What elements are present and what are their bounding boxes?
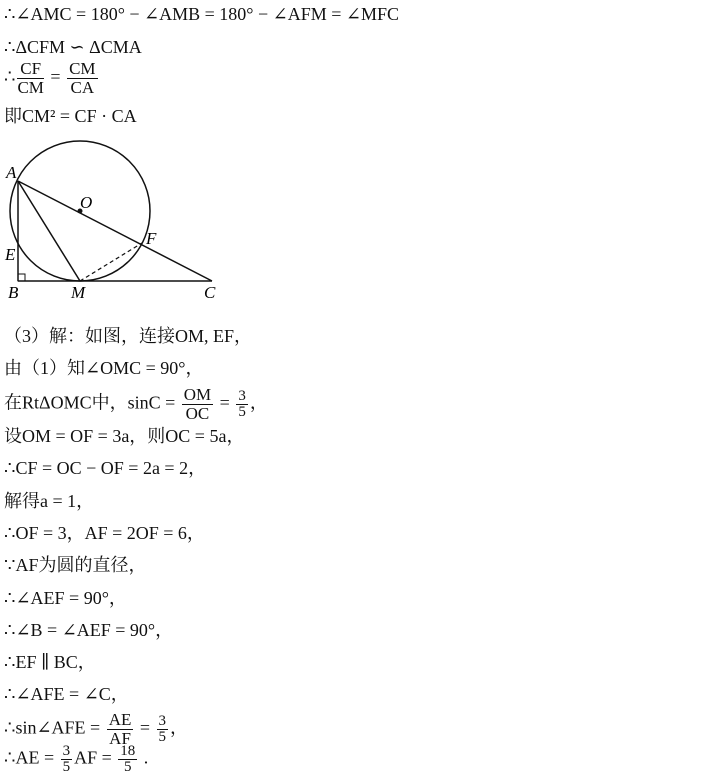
line-10: 解得a = 1， [4, 491, 95, 511]
line-14: ∴∠B = ∠AEF = 90°， [4, 620, 174, 640]
label-f: F [146, 229, 157, 248]
line-17-prefix: ∴sin∠AFE = [4, 717, 101, 738]
line-3-prefix: ∴ [4, 66, 16, 87]
fraction-3-5 [61, 744, 73, 775]
equals-sign: = [50, 66, 61, 87]
line-7-suffix: ， [249, 392, 268, 413]
fraction-numerator: 3 [238, 388, 246, 404]
fraction-3-5 [157, 714, 169, 745]
fraction-numerator: OM [183, 385, 212, 404]
segment-mf-dashed [80, 243, 142, 281]
line-18-prefix: ∴AE = [4, 747, 55, 768]
label-e: E [5, 245, 16, 264]
line-8: 设OM = OF = 3a，则OC = 5a， [4, 426, 245, 446]
line-12: ∵AF为圆的直径， [4, 555, 147, 575]
line-18-mid: AF = [74, 747, 112, 768]
fraction-denominator: 5 [238, 404, 246, 420]
line-4: 即CM² = CF · CA [4, 106, 137, 126]
fraction-numerator: 3 [62, 743, 71, 759]
label-o: O [80, 193, 93, 212]
line-7 [4, 386, 268, 423]
line-16: ∴∠AFE = ∠C， [4, 684, 129, 704]
line-7-prefix: 在RtΔOMC中，sinC = [4, 392, 176, 413]
line-15: ∴EF ∥ BC， [4, 652, 96, 672]
equals-sign: = [219, 392, 230, 413]
fraction-18-5 [118, 744, 137, 775]
fraction-cm-ca [67, 60, 97, 97]
fraction-denominator: 5 [158, 729, 167, 745]
label-a: A [6, 163, 17, 182]
fraction-denominator: CM [17, 78, 44, 97]
fraction-numerator: CM [69, 59, 96, 78]
line-17-suffix: ， [170, 717, 189, 738]
label-m: M [71, 283, 86, 302]
line-5: （3）解：如图，连接OM, EF， [4, 326, 253, 346]
line-9: ∴CF = OC − OF = 2a = 2， [4, 458, 207, 478]
line-6: 由（1）知∠OMC = 90°， [4, 358, 204, 378]
geometry-figure [0, 138, 230, 308]
fraction-denominator: AF [109, 729, 131, 748]
fraction-denominator: OC [185, 404, 210, 423]
fraction-denominator: 5 [62, 759, 71, 775]
label-b: B [8, 283, 19, 302]
label-c: C [204, 283, 216, 302]
line-13: ∴∠AEF = 90°， [4, 588, 127, 608]
segment-ac [18, 181, 212, 281]
segment-am [18, 181, 80, 281]
fraction-numerator: 18 [120, 743, 136, 759]
fraction-denominator: 5 [124, 759, 132, 775]
fraction-numerator: AE [108, 710, 132, 729]
fraction-denominator: CA [70, 78, 95, 97]
fraction-numerator: CF [17, 60, 43, 79]
line-2: ∴ΔCFM ∽ ΔCMA [4, 37, 142, 57]
line-11: ∴OF = 3，AF = 2OF = 6， [4, 523, 205, 543]
line-1: ∴∠AMC = 180° − ∠AMB = 180° − ∠AFM = ∠MFC [4, 4, 399, 24]
right-angle-mark [18, 274, 25, 281]
fraction-3-5 [236, 389, 248, 420]
line-18-suffix: . [143, 747, 149, 768]
line-17 [4, 711, 188, 748]
equals-sign: = [139, 717, 151, 738]
line-18 [4, 744, 148, 775]
line-3 [4, 60, 100, 97]
fraction-numerator: 3 [158, 713, 167, 729]
fraction-cf-cm [17, 60, 43, 97]
fraction-om-oc [182, 386, 213, 423]
